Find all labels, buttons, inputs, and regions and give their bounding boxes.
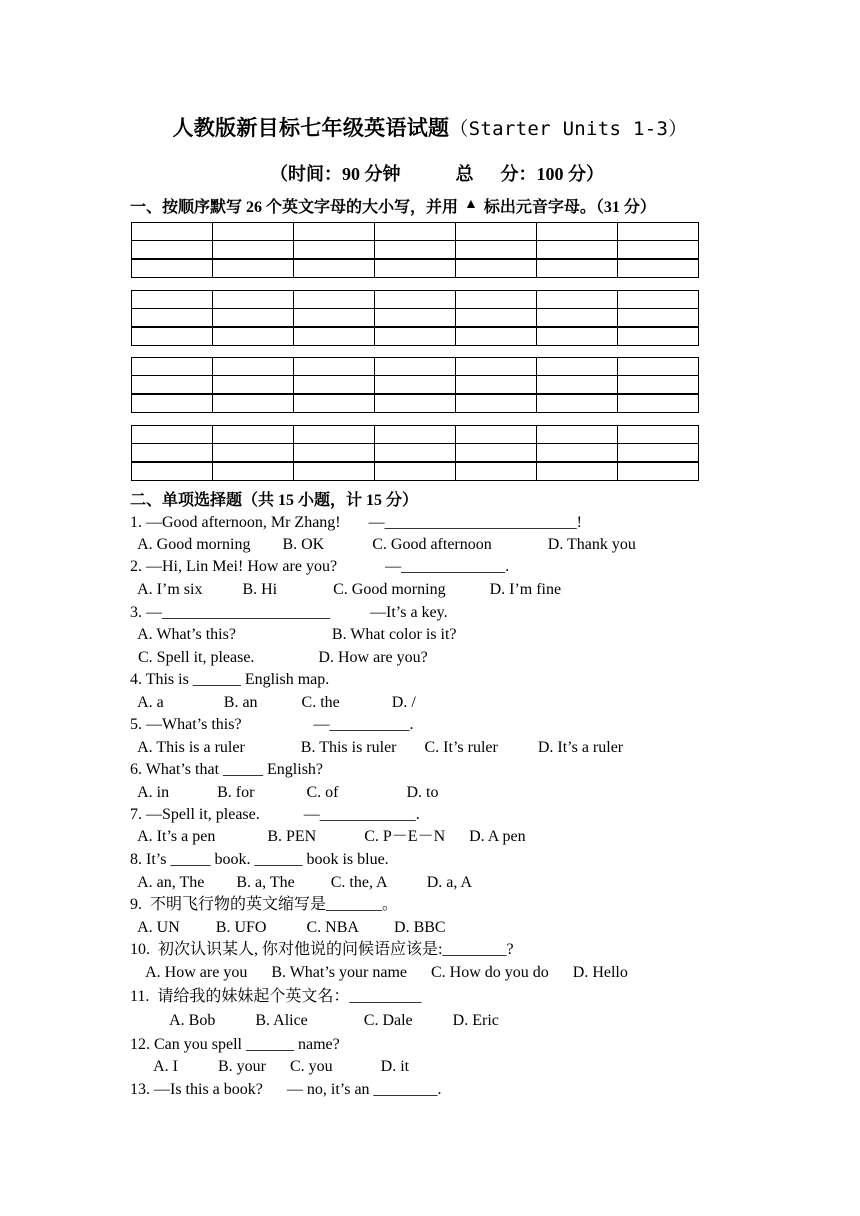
- grid-cell[interactable]: [132, 426, 213, 444]
- grid-cell[interactable]: [537, 358, 618, 376]
- letter-grid-3: [131, 357, 699, 413]
- question-line: 4. This is ______ English map.: [130, 671, 330, 688]
- grid-cell[interactable]: [618, 309, 699, 328]
- grid-cell[interactable]: [132, 241, 213, 260]
- grid-cell[interactable]: [537, 426, 618, 444]
- grid-cell[interactable]: [456, 259, 537, 278]
- question-line: A. Good morning B. OK C. Good afternoon D. Thank you: [130, 536, 636, 553]
- grid-cell[interactable]: [294, 462, 375, 481]
- total-score: 总 分：100 分）: [455, 164, 604, 184]
- question-line: A. It’s a pen B. PEN C. P－E－N D. A pen: [130, 828, 526, 845]
- question-line: 11. 请给我的妹妹起个英文名：_________: [130, 988, 422, 1005]
- question-line: 5. —What’s this? —__________.: [130, 716, 414, 733]
- grid-cell[interactable]: [537, 241, 618, 260]
- grid-cell[interactable]: [375, 309, 456, 328]
- grid-cell[interactable]: [213, 223, 294, 241]
- question-line: A. a B. an C. the D. /: [130, 694, 416, 711]
- question-line: A. I B. your C. you D. it: [130, 1058, 410, 1075]
- grid-cell[interactable]: [375, 358, 456, 376]
- grid-cell[interactable]: [213, 259, 294, 278]
- grid-cell[interactable]: [537, 376, 618, 395]
- grid-cell[interactable]: [213, 426, 294, 444]
- grid-cell[interactable]: [213, 376, 294, 395]
- grid-cell[interactable]: [213, 462, 294, 481]
- question-line: C. Spell it, please. D. How are you?: [130, 649, 428, 666]
- grid-cell[interactable]: [294, 358, 375, 376]
- grid-cell[interactable]: [537, 444, 618, 463]
- grid-cell[interactable]: [537, 309, 618, 328]
- grid-cell[interactable]: [294, 444, 375, 463]
- grid-cell[interactable]: [375, 426, 456, 444]
- question-line: 8. It’s _____ book. ______ book is blue.: [130, 851, 389, 868]
- question-line: 3. —_____________________ —It’s a key.: [130, 604, 448, 621]
- grid-cell[interactable]: [375, 444, 456, 463]
- section1-heading-part2: 标出元音字母。（31 分）: [483, 199, 656, 216]
- question-line: A. UN B. UFO C. NBA D. BBC: [130, 919, 446, 936]
- grid-cell[interactable]: [213, 358, 294, 376]
- grid-cell[interactable]: [294, 259, 375, 278]
- grid-cell[interactable]: [132, 291, 213, 309]
- exam-subtitle: [270, 160, 604, 186]
- grid-cell[interactable]: [456, 426, 537, 444]
- section2-heading: 二、单项选择题（共 15 小题，计 15 分）: [130, 492, 419, 509]
- grid-cell[interactable]: [132, 223, 213, 241]
- grid-cell[interactable]: [294, 327, 375, 346]
- grid-cell[interactable]: [132, 259, 213, 278]
- question-line: A. Bob B. Alice C. Dale D. Eric: [130, 1012, 499, 1029]
- question-line: A. in B. for C. of D. to: [130, 784, 439, 801]
- grid-cell[interactable]: [294, 223, 375, 241]
- grid-cell[interactable]: [537, 327, 618, 346]
- grid-cell[interactable]: [618, 394, 699, 413]
- grid-cell[interactable]: [375, 394, 456, 413]
- grid-cell[interactable]: [132, 394, 213, 413]
- grid-cell[interactable]: [213, 394, 294, 413]
- question-line: 12. Can you spell ______ name?: [130, 1036, 340, 1053]
- grid-cell[interactable]: [213, 291, 294, 309]
- question-line: 6. What’s that _____ English?: [130, 761, 324, 778]
- grid-cell[interactable]: [294, 291, 375, 309]
- grid-cell[interactable]: [537, 223, 618, 241]
- grid-cell[interactable]: [213, 327, 294, 346]
- question-line: A. How are you B. What’s your name C. How do you do D. Hello: [130, 964, 628, 981]
- question-line: 9. 不明飞行物的英文缩写是_______。: [130, 896, 399, 913]
- grid-cell[interactable]: [375, 327, 456, 346]
- grid-cell[interactable]: [456, 358, 537, 376]
- title-english: （Starter Units 1-3）: [449, 118, 688, 140]
- exam-title: [0, 112, 860, 142]
- grid-cell[interactable]: [618, 259, 699, 278]
- question-line: A. I’m six B. Hi C. Good morning D. I’m fine: [130, 581, 562, 598]
- grid-cell[interactable]: [294, 309, 375, 328]
- grid-cell[interactable]: [132, 444, 213, 463]
- grid-cell[interactable]: [456, 394, 537, 413]
- grid-cell[interactable]: [132, 358, 213, 376]
- grid-cell[interactable]: [294, 394, 375, 413]
- grid-cell[interactable]: [618, 444, 699, 463]
- section1-heading-part1: 一、按顺序默写 26 个英文字母的大小写，并用: [130, 199, 459, 216]
- question-line: 1. —Good afternoon, Mr Zhang! —________________________!: [130, 514, 582, 531]
- grid-cell[interactable]: [456, 376, 537, 395]
- grid-cell[interactable]: [618, 376, 699, 395]
- grid-cell[interactable]: [456, 327, 537, 346]
- grid-cell[interactable]: [537, 462, 618, 481]
- grid-cell[interactable]: [213, 241, 294, 260]
- grid-cell[interactable]: [618, 223, 699, 241]
- grid-cell[interactable]: [537, 291, 618, 309]
- title-chinese: 人教版新目标七年级英语试题: [172, 116, 450, 140]
- question-line: 10. 初次认识某人, 你对他说的问候语应该是:________?: [130, 941, 514, 958]
- letter-grid-4: [131, 425, 699, 481]
- grid-cell[interactable]: [618, 327, 699, 346]
- grid-cell[interactable]: [132, 327, 213, 346]
- question-line: 13. —Is this a book? — no, it’s an ________.: [130, 1081, 442, 1098]
- grid-cell[interactable]: [456, 223, 537, 241]
- question-line: A. an, The B. a, The C. the, A D. a, A: [130, 874, 473, 891]
- letter-grid-1: [131, 222, 699, 278]
- grid-cell[interactable]: [618, 358, 699, 376]
- grid-cell[interactable]: [294, 426, 375, 444]
- letter-grid-2: [131, 290, 699, 346]
- grid-cell[interactable]: [618, 462, 699, 481]
- grid-cell[interactable]: [132, 309, 213, 328]
- grid-cell[interactable]: [456, 241, 537, 260]
- grid-cell[interactable]: [456, 309, 537, 328]
- grid-cell[interactable]: [456, 462, 537, 481]
- time-limit: （时间：90 分钟: [270, 164, 401, 184]
- question-line: 2. —Hi, Lin Mei! How are you? —_____________.: [130, 558, 510, 575]
- grid-cell[interactable]: [213, 309, 294, 328]
- grid-cell[interactable]: [537, 259, 618, 278]
- grid-cell[interactable]: [294, 241, 375, 260]
- question-line: A. This is a ruler B. This is ruler C. It’s ruler D. It’s a ruler: [130, 739, 624, 756]
- grid-cell[interactable]: [375, 376, 456, 395]
- grid-cell[interactable]: [618, 426, 699, 444]
- grid-cell[interactable]: [456, 291, 537, 309]
- question-line: A. What’s this? B. What color is it?: [130, 626, 457, 643]
- grid-cell[interactable]: [375, 291, 456, 309]
- grid-cell[interactable]: [132, 462, 213, 481]
- question-line: 7. —Spell it, please. —____________.: [130, 806, 420, 823]
- grid-cell[interactable]: [213, 444, 294, 463]
- grid-cell[interactable]: [375, 223, 456, 241]
- grid-cell[interactable]: [618, 291, 699, 309]
- grid-cell[interactable]: [132, 376, 213, 395]
- grid-cell[interactable]: [456, 444, 537, 463]
- section1-heading: [130, 194, 656, 217]
- grid-cell[interactable]: [537, 394, 618, 413]
- triangle-icon: ▲: [464, 197, 478, 212]
- grid-cell[interactable]: [375, 259, 456, 278]
- grid-cell[interactable]: [618, 241, 699, 260]
- grid-cell[interactable]: [375, 462, 456, 481]
- grid-cell[interactable]: [294, 376, 375, 395]
- grid-cell[interactable]: [375, 241, 456, 260]
